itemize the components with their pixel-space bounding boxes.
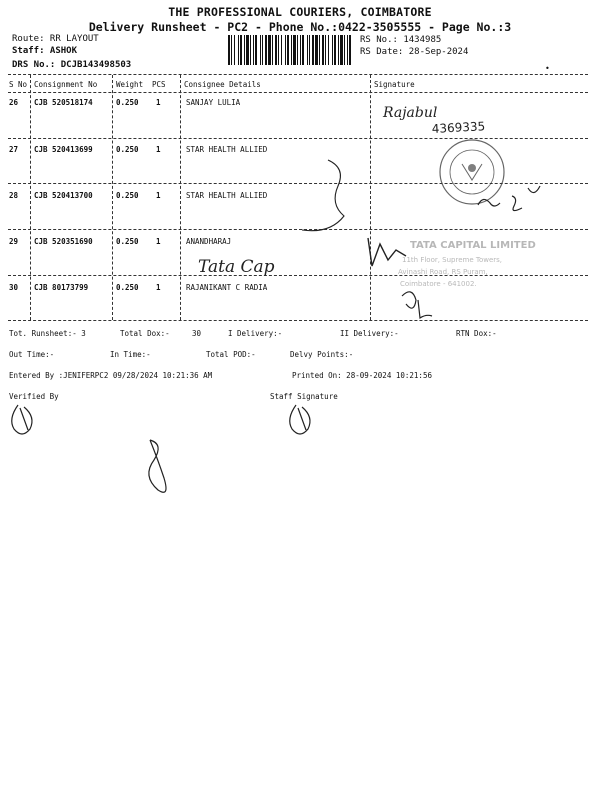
total-dox-value: 30 [192,329,202,338]
row-sno: 26 [9,98,19,107]
staff-signature-label: Staff Signature [270,392,338,401]
svg-text:Avinashi Road, RS Puram,: Avinashi Road, RS Puram, [398,268,488,276]
row-consignment: CJB 520413699 [34,145,93,154]
row-pcs: 1 [156,98,161,107]
handwritten-eight [149,440,166,492]
out-time: Out Time:- [9,350,55,359]
row-consignee: STAR HEALTH ALLIED [186,191,268,200]
row-consignment: CJB 520518174 [34,98,93,107]
col-header-signature: Signature [374,80,415,89]
row-consignment: CJB 520413700 [34,191,93,200]
col-header-consignment: Consignment No [34,80,98,89]
entered-by: Entered By :JENIFERPC2 09/28/2024 10:21:36 AM [9,371,213,380]
col-header-sno: S No [9,80,28,89]
row-consignment: CJB 80173799 [34,283,89,292]
drs-number: DRS No.: DCJB143498503 [12,60,132,70]
document-subtitle: Delivery Runsheet - PC2 - Phone No.:0422-3505555 - Page No.:3 [88,20,512,34]
rs-number: RS No.: 1434985 [360,35,442,45]
scrawl-signature [402,292,432,318]
route-label: Route: RR LAYOUT [12,34,99,44]
handwritten-name: Rajabul [383,105,438,121]
rs-date: RS Date: 28-Sep-2024 [360,47,469,57]
row-pcs: 1 [156,237,161,246]
row-consignee: RAJANIKANT C RADIA [186,283,268,292]
col-header-pcs: PCS [152,80,166,89]
row-sno: 28 [9,191,19,200]
col-header-consignee: Consignee Details [184,80,261,89]
handwritten-number: 4369335 [431,119,486,136]
row-consignment: CJB 520351690 [34,237,93,246]
total-pod: Total POD:- [206,350,256,359]
row-sno: 29 [9,237,19,246]
bracket-mark [302,160,344,231]
col-header-weight: Weight [116,80,144,89]
handwritten-company: Tata Cap [198,257,275,277]
round-stamp [440,140,504,204]
row-consignee: ANANDHARAJ [186,237,232,246]
row-consignee: STAR HEALTH ALLIED [186,145,268,154]
scrawl-signature [478,186,540,211]
row-weight: 0.250 [116,191,139,200]
row-weight: 0.250 [116,145,139,154]
document-title: THE PROFESSIONAL COURIERS, COIMBATORE [168,5,432,19]
staff-label: Staff: ASHOK [12,46,78,56]
svg-text:TATA CAPITAL LIMITED: TATA CAPITAL LIMITED [410,240,536,251]
row-pcs: 1 [156,191,161,200]
printed-on: Printed On: 28-09-2024 10:21:56 [292,371,432,380]
verified-by: Verified By [9,392,59,401]
company-stamp [398,240,536,288]
in-time: In Time:- [110,350,151,359]
ii-delivery: II Delivery:- [340,329,399,338]
row-pcs: 1 [156,145,161,154]
total-dox-label: Total Dox:- [120,329,170,338]
total-runsheet: Tot. Runsheet:- 3 [9,329,86,338]
rtn-dox: RTN Dox:- [456,329,497,338]
delvy-points: Delvy Points:- [290,350,354,359]
row-sno: 30 [9,283,19,292]
staff-signature-mark [290,405,310,434]
row-weight: 0.250 [116,283,139,292]
scan-mark: • [545,64,550,73]
row-weight: 0.250 [116,237,139,246]
row-weight: 0.250 [116,98,139,107]
svg-text:Coimbatore - 641002.: Coimbatore - 641002. [400,280,477,288]
verified-signature [12,405,32,434]
i-delivery: I Delivery:- [228,329,283,338]
scrawl-signature [368,238,406,266]
svg-text:11th Floor, Supreme Towers,: 11th Floor, Supreme Towers, [402,256,503,264]
row-pcs: 1 [156,283,161,292]
row-sno: 27 [9,145,19,154]
row-consignee: SANJAY LULIA [186,98,241,107]
